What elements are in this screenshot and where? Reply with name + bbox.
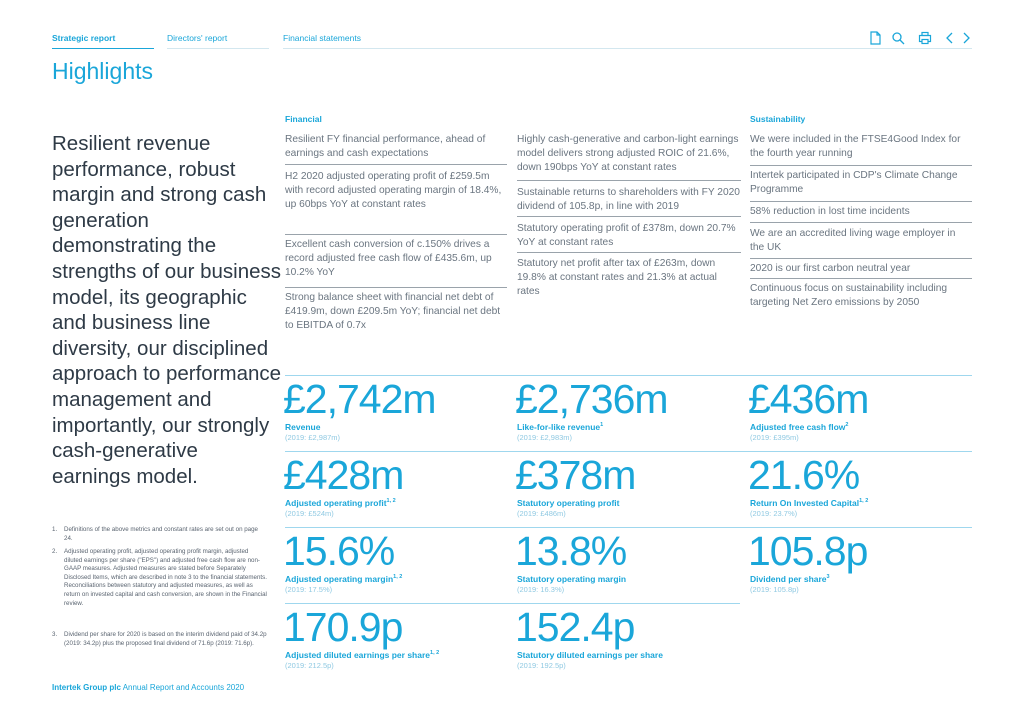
page-footer (52, 683, 244, 692)
kpi-value: £428m (283, 452, 404, 498)
kpi-prior-year: (2019: 192.5p) (517, 661, 566, 670)
tab-directors-report[interactable]: Directors' report (167, 33, 228, 43)
kpi-value: £2,736m (515, 376, 668, 422)
page-title: Highlights (52, 58, 153, 84)
footnote-number: 3. (52, 631, 58, 638)
financial-heading: Financial (285, 114, 322, 124)
kpi-label: Like-for-like revenue$^1$ (517, 422, 604, 432)
kpi-value: 15.6% (283, 528, 395, 574)
sustainability-bullet: We were included in the FTSE4Good Index for the fourth year running (750, 134, 961, 159)
kpi-label: Adjusted diluted earnings per share$^{1, 2}$ (285, 650, 440, 660)
footnote-text: Dividend per share for 2020 is based on the interim dividend paid of 34.2p (2019: 34.2p) plus the proposed final dividend of 71.6p (2019: 71.6p). (64, 631, 267, 647)
footnote-text: Adjusted operating profit, adjusted operating profit margin, adjusted diluted earnings per share ("EPS") and adjusted free cash flow are non-GAAP measures. Adjusted measures are stated before Separately Disclosed Items, which are described in note 3 to the financial statements. Reconciliations between statutory and adjusted measures, as well as return on invested capital and cash conversion, are shown in the Financial review. (64, 548, 267, 607)
kpi-value: 170.9p (283, 604, 403, 650)
divider (285, 234, 507, 235)
financial-bullet: Highly cash-generative and carbon-light earnings model delivers strong adjusted ROIC of 21.6%, down 190bps YoY at constant rates (517, 134, 739, 173)
kpi-label: Revenue (285, 422, 321, 432)
document-title: Annual Report and Accounts 2020 (120, 683, 245, 692)
search-icon[interactable] (891, 31, 905, 45)
kpi-value: 21.6% (748, 452, 860, 498)
kpi-prior-year: (2019: 17.5%) (285, 585, 333, 594)
footnote (52, 548, 267, 608)
kpi-label: Statutory operating margin (517, 574, 627, 584)
kpi-prior-year: (2019: £524m) (285, 509, 334, 518)
kpi-value: £378m (515, 452, 636, 498)
divider (750, 258, 972, 259)
kpi-prior-year: (2019: £2,983m) (517, 433, 573, 442)
financial-bullet: Strong balance sheet with financial net debt of £419.9m, down £209.5m YoY; financial net debt to EBITDA of 0.7x (285, 292, 501, 331)
divider (750, 222, 972, 223)
tab-underline (167, 48, 269, 49)
print-icon[interactable] (918, 31, 932, 45)
kpi-label: Adjusted free cash flow$^2$ (750, 422, 849, 432)
sustainability-bullet: 58% reduction in lost time incidents (750, 206, 910, 217)
sustainability-heading: Sustainability (750, 114, 806, 124)
kpi-value: £436m (748, 376, 869, 422)
sustainability-bullet: We are an accredited living wage employer in the UK (750, 228, 956, 253)
divider (750, 278, 972, 279)
financial-bullet: Resilient FY financial performance, ahead of earnings and cash expectations (285, 134, 486, 159)
tab-underline (283, 48, 972, 49)
kpi-prior-year: (2019: 105.8p) (750, 585, 799, 594)
footnote (52, 526, 267, 543)
divider (517, 180, 741, 181)
kpi-prior-year: (2019: £486m) (517, 509, 566, 518)
financial-bullet: Excellent cash conversion of c.150% drives a record adjusted free cash flow of £435.6m, up 10.2% YoY (285, 239, 492, 278)
divider (285, 164, 507, 165)
financial-bullet: H2 2020 adjusted operating profit of £259.5m with record adjusted operating margin of 18.4%, up 60bps YoY at constant rates (285, 171, 502, 210)
sustainability-bullet: Intertek participated in CDP's Climate Change Programme (750, 170, 958, 195)
kpi-label: Statutory diluted earnings per share (517, 650, 663, 660)
kpi-value: 152.4p (515, 604, 635, 650)
lede-statement: Resilient revenue performance, robust margin and strong cash generation demonstrating the strengths of our business model, its geographic and business line diversity, our disciplined approach to performance management and importantly, our strongly cash-generative earnings model. (52, 132, 282, 488)
kpi-label: Dividend per share$^3$ (750, 574, 830, 584)
kpi-label: Adjusted operating margin$^{1, 2}$ (285, 574, 403, 584)
active-tab-underline (52, 48, 154, 49)
chevron-left-icon[interactable] (943, 31, 957, 45)
footnote-text: Definitions of the above metrics and constant rates are set out on page 24. (64, 526, 258, 542)
tab-strategic-report[interactable]: Strategic report (52, 33, 116, 43)
kpi-prior-year: (2019: £395m) (750, 433, 799, 442)
kpi-prior-year: (2019: 23.7%) (750, 509, 798, 518)
footnote-number: 2. (52, 548, 58, 555)
financial-bullet: Statutory operating profit of £378m, down 20.7% YoY at constant rates (517, 223, 736, 248)
divider (750, 165, 972, 166)
divider (517, 216, 741, 217)
kpi-value: 13.8% (515, 528, 627, 574)
kpi-prior-year: (2019: 212.5p) (285, 661, 334, 670)
financial-bullet: Statutory net profit after tax of £263m, down 19.8% at constant rates and 21.3% at actual rates (517, 258, 717, 297)
kpi-label: Adjusted operating profit$^{1, 2}$ (285, 498, 396, 508)
kpi-label: Return On Invested Capital$^{1, 2}$ (750, 498, 869, 508)
footnote (52, 631, 267, 648)
divider (517, 252, 741, 253)
kpi-prior-year: (2019: 16.3%) (517, 585, 565, 594)
document-icon[interactable] (868, 31, 882, 45)
sustainability-bullet: Continuous focus on sustainability including targeting Net Zero emissions by 2050 (750, 283, 948, 308)
chevron-right-icon[interactable] (959, 31, 973, 45)
financial-bullet: Sustainable returns to shareholders with FY 2020 dividend of 105.8p, in line with 2019 (517, 187, 740, 212)
footnote-number: 1. (52, 526, 58, 533)
kpi-prior-year: (2019: £2,987m) (285, 433, 341, 442)
sustainability-bullet: 2020 is our first carbon neutral year (750, 263, 911, 274)
kpi-value: 105.8p (748, 528, 868, 574)
kpi-label: Statutory operating profit (517, 498, 620, 508)
kpi-value: £2,742m (283, 376, 436, 422)
divider (285, 287, 507, 288)
company-name: Intertek Group plc (52, 683, 121, 692)
divider (750, 201, 972, 202)
tab-financial-statements[interactable]: Financial statements (283, 33, 361, 43)
